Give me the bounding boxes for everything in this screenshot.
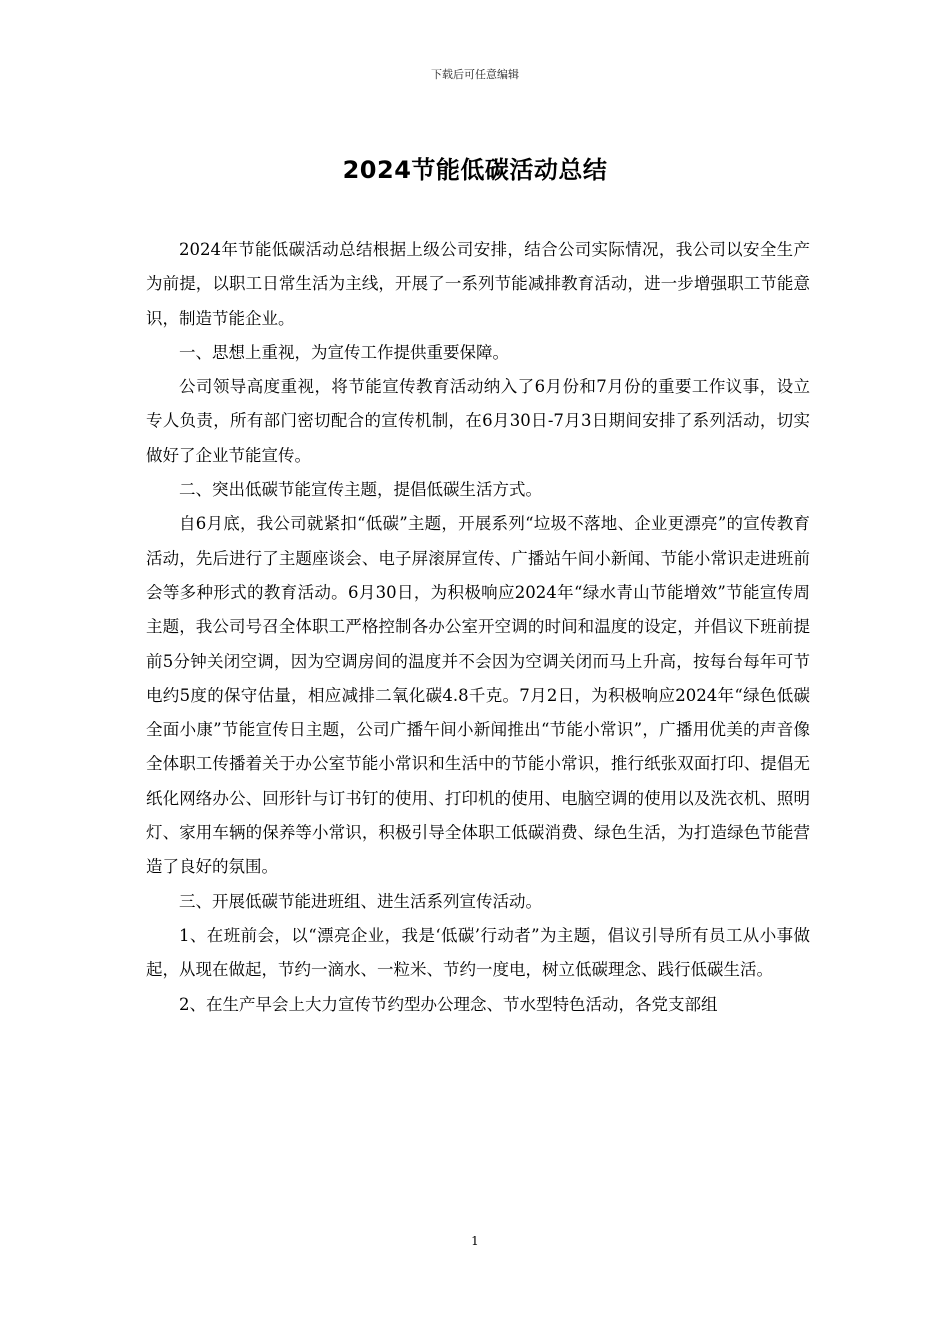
paragraph-section-1: 公司领导高度重视，将节能宣传教育活动纳入了6月份和7月份的重要工作议事，设立专人负责，所有部门密切配合的宣传机制，在6月30日-7月3日期间安排了系列活动，切实做好了企业节能宣传。 <box>146 377 810 465</box>
section-heading-1: 一、思想上重视，为宣传工作提供重要保障。 <box>179 342 509 362</box>
paragraph-item-1: 1、在班前会，以“漂亮企业，我是‘低碳’行动者”为主题，倡议引导所有员工从小事做起，从现在做起，节约一滴水、一粒米、节约一度电，树立低碳理念、践行低碳生活。 <box>146 925 810 980</box>
paragraph-section-2: 自6月底，我公司就紧扣“低碳”主题，开展系列“垃圾不落地、企业更漂亮”的宣传教育活动，先后进行了主题座谈会、电子屏滚屏宣传、广播站午间小新闻、节能小常识走进班前会等多种形式的教育活动。6月30日，为积极响应2024年“绿水青山节能增效”节能宣传周主题，我公司号召全体职工严格控制各办公室开空调的时间和温度的设定，并倡议下班前提前5分钟关闭空调，因为空调房间的温度并不会因为空调关闭而马上升高，按每台每年可节电约5度的保守估量，相应减排二氧化碳4.8千克。7月2日，为积极响应2024年“绿色低碳全面小康”节能宣传日主题，公司广播午间小新闻推出“节能小常识”，广播用优美的声音像全体职工传播着关于办公室节能小常识和生活中的节能小常识，推行纸张双面打印、提倡无纸化网络办公、回形针与订书钉的使用、打印机的使用、电脑空调的使用以及洗衣机、照明灯、家用车辆的保养等小常识，积极引导全体职工低碳消费、绿色生活，为打造绿色节能营造了良好的氛围。 <box>146 514 810 877</box>
document-title: 2024节能低碳活动总结 <box>342 156 608 184</box>
paragraph-intro: 2024年节能低碳活动总结根据上级公司安排，结合公司实际情况，我公司以安全生产为前提，以职工日常生活为主线，开展了一系列节能减排教育活动，进一步增强职工节能意识，制造节能企业。 <box>146 240 810 328</box>
section-heading-3: 三、开展低碳节能进班组、进生活系列宣传活动。 <box>179 891 542 911</box>
document-body <box>146 233 810 1022</box>
paragraph-item-2: 2、在生产早会上大力宣传节约型办公理念、节水型特色活动，各党支部组 <box>179 994 718 1014</box>
section-heading-2: 二、突出低碳节能宣传主题，提倡低碳生活方式。 <box>179 480 542 500</box>
page-header-note: 下载后可任意编辑 <box>431 68 519 81</box>
page-number: 1 <box>471 1234 479 1248</box>
